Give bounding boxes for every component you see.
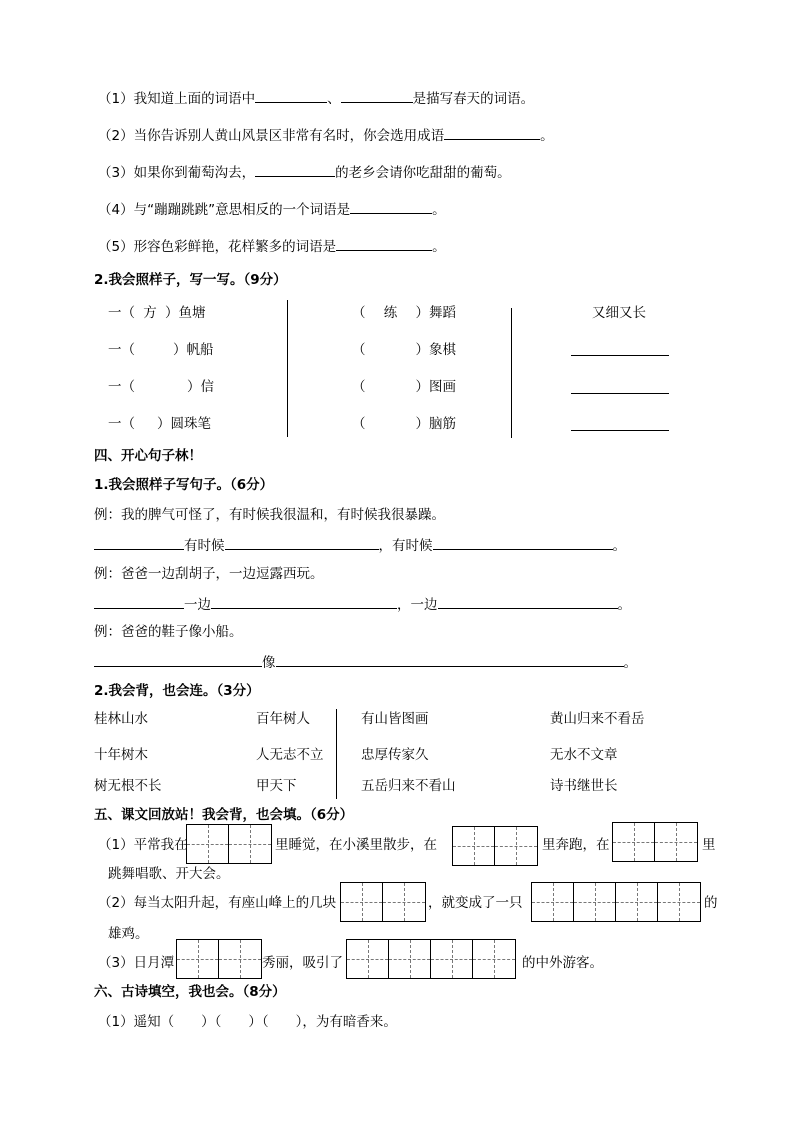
sec5-text: 秀丽，吸引了 [262,955,343,971]
blank[interactable] [350,199,432,214]
match-item[interactable]: 桂林山水 [94,711,148,727]
blank[interactable] [438,594,618,609]
col1-row: 一（ ）帆船 [108,342,214,358]
match-item[interactable]: 忠厚传家久 [361,747,429,763]
sec5-text: 雄鸡。 [108,926,149,942]
char-grid[interactable] [612,822,698,862]
sec5-text: 里 [702,837,716,853]
sec5-text: 的中外游客。 [522,955,603,971]
match-item[interactable]: 十年树木 [94,747,148,763]
col2-row: （ 练 ）舞蹈 [352,305,456,321]
sec5-text: （2）每当太阳升起，有座山峰上的几块 [98,895,337,911]
col1-row: 一（ ）圆珠笔 [108,416,211,432]
blank[interactable] [571,430,669,431]
col1-row: 一（ ）信 [108,379,214,395]
match-item[interactable]: 有山皆图画 [361,711,429,727]
blank[interactable] [211,594,397,609]
sec5-text: 里奔跑，在 [542,837,610,853]
col2-row: （ ）图画 [352,379,456,395]
match-item[interactable]: 黄山归来不看岳 [550,711,645,727]
blank[interactable] [571,355,669,356]
sec4-heading: 四、开心句子林！ [94,448,202,464]
q1-item-1: （1）我知道上面的词语中 、 是描写春天的词语。 [98,88,534,108]
fill-sentence-3: 像 。 [94,652,637,672]
q1-item-2: （2）当你告诉别人黄山风景区非常有名时，你会选用成语 。 [98,125,554,145]
poem-line-1: （1）遥知（ ）（ ）（ ），为有暗香来。 [98,1014,397,1030]
col1-row: 一（ 方 ）鱼塘 [108,305,206,321]
sec5-text: 跳舞唱歌、开大会。 [108,866,230,882]
col2-row: （ ）象棋 [352,342,456,358]
match-item[interactable]: 人无志不立 [256,747,324,763]
sec5-text: （1）平常我在 [98,837,188,853]
char-grid[interactable] [340,882,426,922]
sec5-text: ，就变成了一只 [428,895,523,911]
q1-item-5: （5）形容色彩鲜艳，花样繁多的词语是 。 [98,236,446,256]
divider [287,300,288,437]
blank[interactable] [94,535,184,550]
example-1: 例：我的脾气可怪了，有时候我很温和，有时候我很暴躁。 [94,507,445,523]
blank[interactable] [255,88,327,103]
match-item[interactable]: 五岳归来不看山 [361,778,456,794]
blank[interactable] [571,393,669,394]
sec6-heading: 六、古诗填空，我也会。（8分） [94,984,286,1000]
char-grid[interactable] [452,826,538,866]
sec4-t2: 2.我会背，也会连。（3分） [94,683,260,699]
col2-row: （ ）脑筋 [352,416,456,432]
sec5-text: （3）日月潭 [98,955,175,971]
q1-item-3: （3）如果你到葡萄沟去， 的老乡会请你吃甜甜的葡萄。 [98,162,511,182]
blank[interactable] [341,88,413,103]
s2-title: 2.我会照样子，写一写。（9分） [94,272,287,288]
blank[interactable] [444,125,540,140]
blank[interactable] [336,236,432,251]
sec5-heading: 五、课文回放站！我会背，也会填。（6分） [94,807,354,823]
match-item[interactable]: 诗书继世长 [550,778,618,794]
example-3: 例：爸爸的鞋子像小船。 [94,624,243,640]
blank[interactable] [433,535,613,550]
sec4-t1: 1.我会照样子写句子。（6分） [94,477,274,493]
char-grid[interactable] [346,939,516,979]
sec5-text: 的 [704,895,718,911]
example-2: 例：爸爸一边刮胡子，一边逗露西玩。 [94,566,324,582]
match-item[interactable]: 百年树人 [256,711,310,727]
q1-item-4: （4）与“蹦蹦跳跳”意思相反的一个词语是 。 [98,199,446,219]
match-item[interactable]: 甲天下 [256,778,297,794]
col3-example: 又细又长 [592,305,646,321]
blank[interactable] [255,162,335,177]
blank[interactable] [225,535,379,550]
blank[interactable] [94,652,262,667]
match-item[interactable]: 无水不文章 [550,747,618,763]
fill-sentence-2: 一边 ，一边 。 [94,594,631,614]
divider [511,308,512,438]
sec5-text: 里睡觉，在小溪里散步，在 [275,837,437,853]
divider [336,709,337,799]
blank[interactable] [276,652,624,667]
char-grid[interactable] [531,882,701,922]
match-item[interactable]: 树无根不长 [94,778,162,794]
char-grid[interactable] [186,824,272,864]
char-grid[interactable] [176,939,262,979]
fill-sentence-1: 有时候 ，有时候 。 [94,535,626,555]
blank[interactable] [94,594,184,609]
